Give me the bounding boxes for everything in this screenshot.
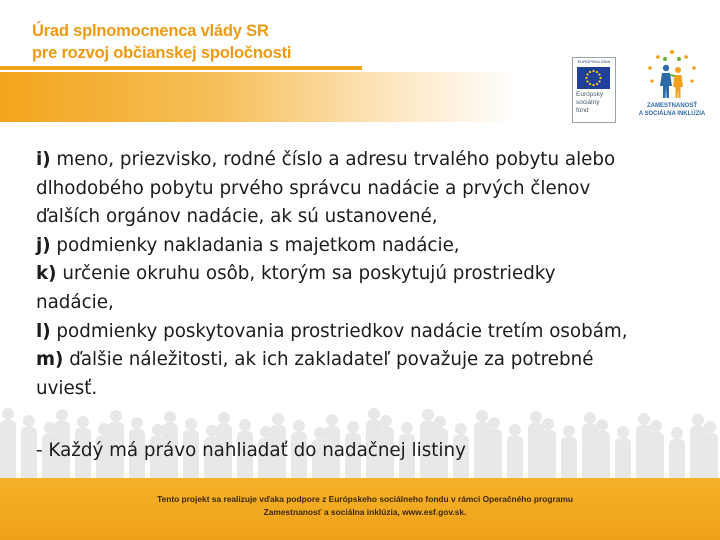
crowd-person-head: [401, 422, 413, 434]
crowd-person-head: [23, 415, 35, 427]
crowd-person-head: [131, 417, 143, 429]
item-marker: k): [36, 263, 57, 285]
crowd-person-head: [293, 420, 305, 432]
esf-logo-line2: sociálny: [576, 99, 600, 106]
item-text: meno, priezvisko, rodné číslo a adresu trvalého pobytu alebo: [50, 149, 616, 170]
crowd-person-head: [368, 408, 380, 420]
crowd-person-head: [347, 421, 359, 433]
crowd-person-head: [185, 418, 197, 430]
zamestnanost-logo-line1: ZAMESTNANOSŤ: [647, 103, 697, 109]
crowd-person-body: [702, 433, 718, 482]
body-line: [36, 346, 696, 375]
crowd-person-body: [507, 436, 523, 482]
esf-logo-line1: Európsky: [576, 91, 604, 98]
crowd-person-body: [0, 420, 16, 482]
body-line: [36, 289, 696, 318]
eu-flag-icon: [577, 67, 610, 89]
crowd-person-head: [650, 420, 662, 432]
crowd-person-body: [486, 429, 502, 482]
crowd-person-head: [380, 415, 392, 427]
crowd-person-head: [218, 412, 230, 424]
crowd-person-head: [455, 423, 467, 435]
crowd-person-body: [561, 437, 577, 482]
slide-body-text: [36, 146, 696, 403]
crowd-person-head: [164, 411, 176, 423]
zamestnanost-logo-text: [626, 102, 718, 118]
crowd-person-body: [615, 438, 631, 482]
item-text: nadácie,: [36, 291, 114, 313]
crowd-person-head: [671, 427, 683, 439]
body-line: [36, 232, 696, 261]
people-stars-icon: [626, 48, 718, 102]
crowd-person-head: [542, 418, 554, 430]
crowd-person-head: [77, 416, 89, 428]
item-text: uviesť.: [36, 377, 98, 399]
slide-note-text: - Každý má právo nahliadať do nadačnej listiny: [36, 440, 466, 461]
item-marker: l): [36, 320, 51, 342]
crowd-person-head: [692, 414, 704, 426]
item-text: ďalších orgánov nadácie, ak sú ustanovené,: [36, 206, 438, 228]
crowd-person-head: [509, 424, 521, 436]
organization-title-line1: Úrad splnomocnenca vlády SR: [32, 22, 269, 40]
crowd-person-head: [704, 421, 716, 433]
esf-logo-text: [576, 91, 612, 115]
crowd-person-body: [540, 430, 556, 482]
crowd-person-head: [326, 414, 338, 426]
body-line: [36, 260, 696, 289]
esf-logo: [572, 57, 616, 123]
crowd-person-body: [669, 439, 685, 482]
item-marker: j): [36, 234, 51, 256]
item-text: podmienky nakladania s majetkom nadácie,: [50, 234, 460, 256]
footer: [0, 478, 720, 540]
crowd-person-body: [21, 427, 37, 482]
crowd-person-body: [594, 431, 610, 482]
item-text: podmienky poskytovania prostriedkov nadácie tretím osobám,: [50, 320, 628, 342]
organization-title-line2: pre rozvoj občianskej spoločnosti: [32, 44, 292, 62]
body-line: [36, 175, 696, 204]
footer-funding-text: [130, 493, 600, 519]
body-line: [36, 203, 696, 232]
crowd-person-head: [488, 417, 500, 429]
crowd-person-head: [239, 419, 251, 431]
crowd-person-head: [563, 425, 575, 437]
body-line: [36, 146, 696, 175]
item-text: určenie okruhu osôb, ktorým sa poskytujú prostriedky: [56, 263, 556, 285]
organization-title: [32, 20, 291, 64]
crowd-person-head: [434, 416, 446, 428]
crowd-person-head: [617, 426, 629, 438]
crowd-person-head: [476, 410, 488, 422]
zamestnanost-logo: [626, 48, 718, 122]
header: [0, 0, 720, 125]
footer-line1: Tento projekt sa realizuje vďaka podpore z Európskeho sociálneho fondu v rámci Operačného programu: [157, 494, 573, 504]
crowd-person-head: [110, 410, 122, 422]
footer-line2: Zamestnanosť a sociálna inklúzia, www.esf.gov.sk.: [263, 507, 467, 517]
item-text: ďalšie náležitosti, ak ich zakladateľ považuje za potrebné: [63, 349, 594, 371]
item-marker: m): [36, 349, 64, 371]
crowd-person-head: [2, 408, 14, 420]
crowd-person-head: [596, 419, 608, 431]
crowd-person-body: [648, 432, 664, 482]
crowd-person-head: [272, 413, 284, 425]
esf-logo-line3: fond: [576, 107, 589, 114]
crowd-person-head: [530, 411, 542, 423]
body-line: [36, 375, 696, 404]
esf-logo-top-label: EURÓPSKA ÚNIA: [577, 59, 611, 64]
crowd-person-head: [56, 409, 68, 421]
crowd-person-head: [584, 412, 596, 424]
zamestnanost-logo-line2: A SOCIÁLNA INKLÚZIA: [638, 111, 706, 117]
item-marker: i): [36, 149, 51, 170]
crowd-person-head: [638, 413, 650, 425]
item-text: dlhodobého pobytu prvého správcu nadácie a prvých členov: [36, 177, 591, 199]
body-line: [36, 318, 696, 347]
crowd-person-head: [422, 409, 434, 421]
title-underline: [0, 66, 362, 70]
